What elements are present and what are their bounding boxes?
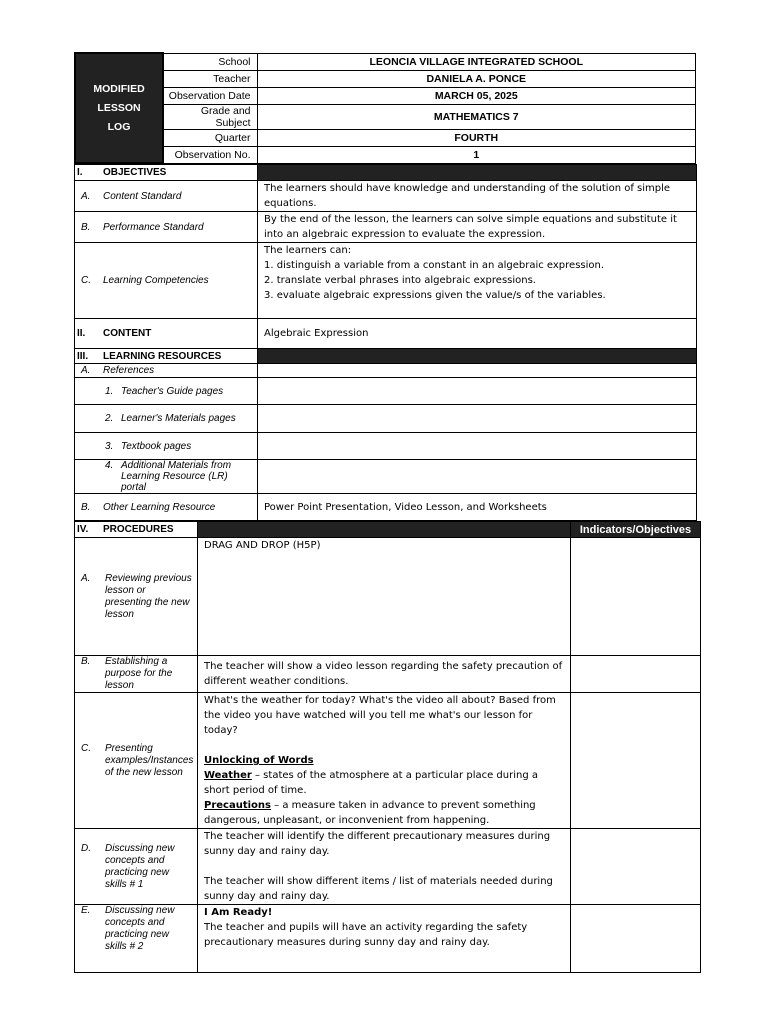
content-standard-label: A. Content Standard (75, 181, 258, 212)
competency-item: 1. distinguish a variable from a constant in an algebraic expression. (264, 260, 605, 271)
procedure-a-indicator (571, 538, 701, 656)
other-resource-text: Power Point Presentation, Video Lesson, and Worksheets (258, 494, 697, 521)
learners-materials-value (258, 405, 697, 433)
observation-no-label: Observation No. (163, 146, 257, 163)
objectives-heading-fill (258, 165, 697, 181)
procedure-d-indicator (571, 829, 701, 905)
textbook-pages-value (258, 433, 697, 460)
procedures-heading-fill (198, 522, 571, 538)
learning-competencies-text (258, 243, 697, 319)
learning-competencies-label: C. Learning Competencies (75, 243, 258, 319)
procedure-b-indicator (571, 656, 701, 693)
additional-materials-label: 4. Additional Materials from Learning Resource (LR) portal (75, 460, 258, 494)
procedure-a-label: A. Reviewing previous lesson or presenting the new lesson (75, 538, 198, 656)
procedure-e-indicator (571, 905, 701, 973)
procedure-b-text: The teacher will show a video lesson regarding the safety precaution of different weather conditions. (198, 656, 571, 693)
lesson-plan-table (74, 164, 697, 521)
resources-heading-fill (258, 349, 697, 364)
textbook-pages-label: 3. Textbook pages (75, 433, 258, 460)
definition-precautions: Precautions – a measure taken in advance to prevent something dangerous, unpleasant, or inconvenient from happening. (204, 800, 536, 826)
school-value: LEONCIA VILLAGE INTEGRATED SCHOOL (257, 53, 696, 70)
additional-materials-value (258, 460, 697, 494)
unlocking-words-heading: Unlocking of Words (204, 755, 314, 766)
procedure-e-text: I Am Ready! The teacher and pupils will have an activity regarding the safety precautionary measures during sunny day and rainy day. (198, 905, 571, 973)
procedure-c-question: What's the weather for today? What's the video all about? Based from the video you have watched will you tell me what's our lesson for today? (204, 695, 556, 736)
procedure-b-label: B. Establishing a purpose for the lesson (75, 656, 198, 693)
competency-item: 2. translate verbal phrases into algebraic expressions. (264, 275, 536, 286)
teacher-label: Teacher (163, 70, 257, 87)
objectives-num: I. (77, 167, 83, 178)
observation-date-label: Observation Date (163, 87, 257, 104)
objectives-heading (75, 165, 258, 181)
title-line-3: LOG (107, 120, 131, 133)
learning-resources-heading: III. LEARNING RESOURCES (75, 349, 258, 364)
procedure-a-text: DRAG AND DROP (H5P) (198, 538, 571, 656)
title-line-1: MODIFIED (93, 82, 145, 95)
header-table (74, 52, 696, 164)
other-resource-label: B. Other Learning Resource (75, 494, 258, 521)
procedures-heading: IV. PROCEDURES (75, 522, 198, 538)
procedure-c-indicator (571, 693, 701, 829)
performance-standard-label: B. Performance Standard (75, 212, 258, 243)
title-line-2: LESSON (97, 101, 141, 114)
competency-item: 3. evaluate algebraic expressions given the value/s of the variables. (264, 290, 606, 301)
procedure-c-label: C. Presenting examples/Instances of the new lesson (75, 693, 198, 829)
content-text: Algebraic Expression (258, 319, 697, 349)
procedure-e-title: I Am Ready! (204, 907, 273, 918)
content-heading: II. CONTENT (75, 319, 258, 349)
grade-subject-value: MATHEMATICS 7 (257, 104, 696, 129)
quarter-value: FOURTH (257, 129, 696, 146)
grade-subject-label: Grade and Subject (163, 104, 257, 129)
procedure-d-label: D. Discussing new concepts and practicing new skills # 1 (75, 829, 198, 905)
teachers-guide-label: 1. Teacher's Guide pages (75, 378, 258, 405)
observation-no-value: 1 (257, 146, 696, 163)
observation-date-value: MARCH 05, 2025 (257, 87, 696, 104)
procedure-e-label: E. Discussing new concepts and practicing new skills # 2 (75, 905, 198, 973)
procedure-d-text: The teacher will identify the different precautionary measures during sunny day and rainy day. The teacher will show different items / list of materials needed during sunny day and rainy day. (198, 829, 571, 905)
references-value (258, 364, 697, 378)
competencies-intro: The learners can: (264, 245, 352, 256)
school-label: School (163, 53, 257, 70)
quarter-label: Quarter (163, 129, 257, 146)
teacher-value: DANIELA A. PONCE (257, 70, 696, 87)
content-standard-text: The learners should have knowledge and understanding of the solution of simple equations. (258, 181, 697, 212)
performance-standard-text: By the end of the lesson, the learners can solve simple equations and substitute it into an algebraic expression to evaluate the expression. (258, 212, 697, 243)
references-label: A. References (75, 364, 258, 378)
document-title (75, 53, 163, 163)
procedure-c-text (198, 693, 571, 829)
teachers-guide-value (258, 378, 697, 405)
learners-materials-label: 2. Learner's Materials pages (75, 405, 258, 433)
indicators-header: Indicators/Objectives (571, 522, 701, 538)
definition-weather: Weather – states of the atmosphere at a particular place during a short period of time. (204, 770, 538, 796)
objectives-title: OBJECTIVES (103, 167, 167, 178)
procedures-table (74, 521, 701, 973)
